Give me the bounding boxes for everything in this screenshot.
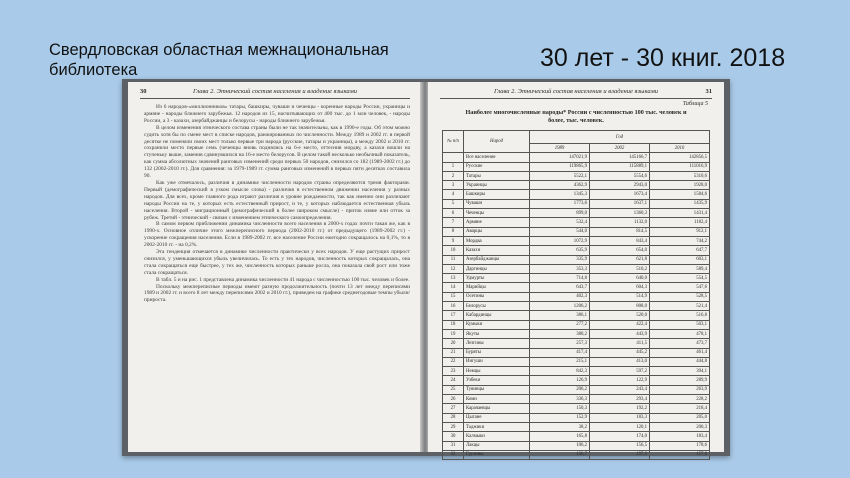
value-2002: 443,9 xyxy=(590,329,650,338)
people-name: Татары xyxy=(464,171,530,180)
value-2002: 422,4 xyxy=(590,320,650,329)
value-2010: 521,4 xyxy=(650,302,710,311)
table-row xyxy=(443,329,710,338)
value-2010: 547,6 xyxy=(650,283,710,292)
value-2002: 5554,6 xyxy=(590,171,650,180)
table-title: Наиболее многочисленные народы* России с численностью 100 тыс. человек и более, тыс. человек. xyxy=(465,109,687,124)
table-row xyxy=(443,162,710,171)
value-2002: 445,2 xyxy=(590,348,650,357)
people-name: Лакцы xyxy=(464,441,530,450)
row-number: 30 xyxy=(443,432,464,441)
value-2002: 597,2 xyxy=(590,367,650,376)
people-name: Даргинцы xyxy=(464,264,530,273)
row-number: 8 xyxy=(443,227,464,236)
value-1989: 643,7 xyxy=(530,283,590,292)
value-2010: 478,1 xyxy=(650,329,710,338)
value-2010: 394,1 xyxy=(650,367,710,376)
table-row xyxy=(443,320,710,329)
row-number: 24 xyxy=(443,376,464,385)
row-number: 5 xyxy=(443,199,464,208)
value-2002: 183,3 xyxy=(590,413,650,422)
value-2010: 1435,9 xyxy=(650,199,710,208)
row-number: 15 xyxy=(443,292,464,301)
people-name: Кумыки xyxy=(464,320,530,329)
value-2010: 528,5 xyxy=(650,292,710,301)
col-2010-header: 2010 xyxy=(650,144,710,153)
table-row xyxy=(443,450,710,459)
paragraph: В табл. 5 и на рис. 1 представлена динамика численности 41 народа с численностью 100 тыс. человек и более. xyxy=(156,276,410,283)
value-2010: 263,9 xyxy=(650,385,710,394)
people-name: Осетины xyxy=(464,292,530,301)
value-2002: 808,0 xyxy=(590,302,650,311)
row-number: 28 xyxy=(443,413,464,422)
value-2010: 200,3 xyxy=(650,422,710,431)
value-2010: 228,2 xyxy=(650,395,710,404)
value-1989: 417,4 xyxy=(530,348,590,357)
left-chapter-title: Глава 2. Этнический состав населения и владение языками xyxy=(193,88,357,95)
people-name: Белорусы xyxy=(464,302,530,311)
row-number: 6 xyxy=(443,209,464,218)
row-number: 12 xyxy=(443,264,464,273)
value-2002: 621,8 xyxy=(590,255,650,264)
value-1989: 353,3 xyxy=(530,264,590,273)
value-2002: 413,0 xyxy=(590,357,650,366)
value-1989: 842,3 xyxy=(530,367,590,376)
people-name: Ингуши xyxy=(464,357,530,366)
row-number: 31 xyxy=(443,441,464,450)
value-2010: 516,8 xyxy=(650,311,710,320)
left-page xyxy=(128,82,422,452)
value-1989: 5522,1 xyxy=(530,171,590,180)
value-2010: 473,7 xyxy=(650,339,710,348)
people-name: Цыгане xyxy=(464,413,530,422)
people-name: Тувинцы xyxy=(464,385,530,394)
table-label: Таблица 5 xyxy=(682,101,708,107)
people-name: Узбеки xyxy=(464,376,530,385)
people-name: Все население xyxy=(464,153,530,162)
people-name: Аварцы xyxy=(464,227,530,236)
table-row xyxy=(443,441,710,450)
table-row xyxy=(443,283,710,292)
value-2010: 912,1 xyxy=(650,227,710,236)
table-row xyxy=(443,311,710,320)
left-running-head xyxy=(140,88,410,99)
value-2010: 157,8 xyxy=(650,450,710,459)
row-number: 21 xyxy=(443,348,464,357)
row-number: 17 xyxy=(443,311,464,320)
row-number: 27 xyxy=(443,404,464,413)
table-row xyxy=(443,264,710,273)
table-row xyxy=(443,339,710,348)
slide-header-right: 30 лет - 30 книг. 2018 xyxy=(540,44,786,72)
row-number: 11 xyxy=(443,255,464,264)
row-number: 4 xyxy=(443,190,464,199)
value-2010: 461,4 xyxy=(650,348,710,357)
value-1989: 152,9 xyxy=(530,413,590,422)
value-2002: 120,1 xyxy=(590,422,650,431)
row-number: 2 xyxy=(443,171,464,180)
value-1989: 165,8 xyxy=(530,432,590,441)
value-2010: 554,5 xyxy=(650,274,710,283)
table-row xyxy=(443,181,710,190)
value-2002: 654,0 xyxy=(590,246,650,255)
table-row xyxy=(443,218,710,227)
value-1989: 402,3 xyxy=(530,292,590,301)
value-2002: 814,5 xyxy=(590,227,650,236)
value-2010: 1584,6 xyxy=(650,190,710,199)
row-number: 19 xyxy=(443,329,464,338)
value-2010: 111016,9 xyxy=(650,162,710,171)
value-2002: 510,2 xyxy=(590,264,650,273)
value-2002: 1132,0 xyxy=(590,218,650,227)
value-2010: 1182,4 xyxy=(650,218,710,227)
row-number: 7 xyxy=(443,218,464,227)
row-number: 14 xyxy=(443,283,464,292)
people-name: Таджики xyxy=(464,422,530,431)
value-1989: 277,2 xyxy=(530,320,590,329)
table-row xyxy=(443,236,710,245)
slide-header-left: Свердловская областная межнациональная библиотека xyxy=(49,41,389,79)
row-number: 20 xyxy=(443,339,464,348)
people-name: Мордва xyxy=(464,236,530,245)
table-row xyxy=(443,199,710,208)
value-2002: 1360,3 xyxy=(590,209,650,218)
left-page-number: 30 xyxy=(140,88,147,95)
people-name: Башкиры xyxy=(464,190,530,199)
value-1989: 714,8 xyxy=(530,274,590,283)
col-num-header: № п/п xyxy=(443,131,464,153)
people-name: Украинцы xyxy=(464,181,530,190)
value-2010: 589,4 xyxy=(650,264,710,273)
people-name: Карачаевцы xyxy=(464,404,530,413)
value-1989: 1206,2 xyxy=(530,302,590,311)
row-number: 1 xyxy=(443,162,464,171)
people-name: Грузины xyxy=(464,450,530,459)
row-number: 10 xyxy=(443,246,464,255)
right-page-number: 31 xyxy=(705,88,712,95)
value-2002: 604,3 xyxy=(590,283,650,292)
value-1989: 106,2 xyxy=(530,441,590,450)
people-name: Чеченцы xyxy=(464,209,530,218)
value-1989: 130,7 xyxy=(530,450,590,459)
people-name: Буряты xyxy=(464,348,530,357)
table-row xyxy=(443,302,710,311)
value-2010: 142856,5 xyxy=(650,153,710,162)
table-row xyxy=(443,348,710,357)
table-row xyxy=(443,190,710,199)
table-row xyxy=(443,376,710,385)
value-1989: 386,1 xyxy=(530,311,590,320)
table-row xyxy=(443,292,710,301)
open-book-photo xyxy=(122,79,730,456)
value-1989: 335,9 xyxy=(530,255,590,264)
value-2002: 197,9 xyxy=(590,450,650,459)
col-year-group-header: Год xyxy=(530,131,710,144)
table-row xyxy=(443,153,710,162)
table-row xyxy=(443,255,710,264)
people-name: Якуты xyxy=(464,329,530,338)
value-2010: 205,0 xyxy=(650,413,710,422)
people-name: Удмурты xyxy=(464,274,530,283)
value-1989: 4362,9 xyxy=(530,181,590,190)
value-2002: 115889,1 xyxy=(590,162,650,171)
people-name: Немцы xyxy=(464,367,530,376)
paragraph: Поскольку межпереписные периоды имеют разную продолжительность (почти 13 лет между переписями 1989 и 2002 гг. и всего 8 лет между переписями 2002 и 2010 гг.), приведем на графике среднегодовые темпы убыли/прироста. xyxy=(144,283,410,304)
row-number: 9 xyxy=(443,236,464,245)
row-number: 32 xyxy=(443,450,464,459)
value-2010: 503,1 xyxy=(650,320,710,329)
value-2010: 744,2 xyxy=(650,236,710,245)
value-1989: 126,9 xyxy=(530,376,590,385)
value-2002: 640,0 xyxy=(590,274,650,283)
right-running-head xyxy=(440,88,712,99)
value-2002: 514,9 xyxy=(590,292,650,301)
col-1989-header: 1989 xyxy=(530,144,590,153)
people-name: Армяне xyxy=(464,218,530,227)
row-number: 29 xyxy=(443,422,464,431)
paragraph: Как уже отмечалось, различия в динамике численности народов страны определяются тремя факторами. Первый (демографический в узком смысле слова) - различия в естественном движении населения у разных народов. Для всех, кроме главного рода играют различия в уровне рождаемости, так как именно они различают народы России на те, у которых есть естественный прирост, и те, у которых наблюдается естественная убыль населения. Второй - миграционный (демографический в более широком смысле) - приток извне или отток за рубеж. Третий - этнический - связан с изменением этнического самоопределения. xyxy=(144,179,410,221)
row-number: 26 xyxy=(443,395,464,404)
right-chapter-title: Глава 2. Этнический состав населения и владение языками xyxy=(494,88,658,95)
people-name: Азербайджанцы xyxy=(464,255,530,264)
col-people-header: Народ xyxy=(464,131,530,153)
value-2002: 520,0 xyxy=(590,311,650,320)
value-2002: 843,4 xyxy=(590,236,650,245)
col-2002-header: 2002 xyxy=(590,144,650,153)
right-page xyxy=(428,82,724,458)
people-name: Коми xyxy=(464,395,530,404)
value-2010: 178,6 xyxy=(650,441,710,450)
value-2010: 603,1 xyxy=(650,255,710,264)
value-2010: 289,9 xyxy=(650,376,710,385)
value-2002: 145166,7 xyxy=(590,153,650,162)
value-1989: 206,2 xyxy=(530,385,590,394)
value-1989: 532,4 xyxy=(530,218,590,227)
value-2002: 2943,0 xyxy=(590,181,650,190)
value-2002: 243,4 xyxy=(590,385,650,394)
row-number xyxy=(443,153,464,162)
value-1989: 150,3 xyxy=(530,404,590,413)
value-2010: 444,8 xyxy=(650,357,710,366)
row-number: 25 xyxy=(443,385,464,394)
paragraph: Из 6 народов-«миллионников» татары, башкиры, чуваши и чеченцы - коренные народы России, украинцы и армяне - народы ближнего зарубежья. 12 народов из 15, насчитывающих от 400 тыс. до 1 млн человек, - народы России, а 3 - казахи, азербайджанцы и белорусы - народы ближнего зарубежья. xyxy=(144,104,410,124)
left-page-text xyxy=(144,104,410,304)
value-2010: 1928,0 xyxy=(650,181,710,190)
row-number: 23 xyxy=(443,367,464,376)
people-name: Кабардинцы xyxy=(464,311,530,320)
value-2010: 183,4 xyxy=(650,432,710,441)
value-1989: 38,2 xyxy=(530,422,590,431)
table-row xyxy=(443,367,710,376)
table-row xyxy=(443,395,710,404)
paragraph: В самом первом приближении динамика численности всего населения в 2000-х годах почти такая же, как в 1990-х. Основное отличие этого межпереписного периода (2002-2010 гг.) от предыдущего (1989-2002 гг.) - ускорение сокращения населения. Если в 1989-2002 гг. все население России ежегодно сокращалось на 0,1%, то в 2002-2010 гг. - на 0,2%. xyxy=(144,221,410,249)
paragraph: В целом изменения этнического состава страны были не так значительны, как в 1990-е годы. Об этом можно судить хотя бы по смене мест в списке народов, ранжированных по численности. Между 1989 и 2002 гг. в первой десятке не поменяли своих мест только первые три народа (русские, татары и украинцы), а между 2002 и 2010 гг. сохранили место первые семь (чеченцы вновь поднялись на 6-е место, оттеснив мордву, а казахи вошли на ступеньку выше, заменив сдвинувшихся на 16-е место белорусов. В целом такой несколько необычный показатель, как сумма абсолютных значений ранговых изменений среди первых 50 народов, снизился со 182 (1989-2002 гг.) до 132 (2002-2010 гг.). Для сравнения: за 1979-1989 гг. сумма ранговых изменений в первых пяти десятках составила 90. xyxy=(144,124,410,180)
table-row xyxy=(443,413,710,422)
value-2002: 293,4 xyxy=(590,395,650,404)
people-name: Казахи xyxy=(464,246,530,255)
value-2010: 5310,6 xyxy=(650,171,710,180)
value-2010: 647,7 xyxy=(650,246,710,255)
value-1989: 147021,9 xyxy=(530,153,590,162)
people-name: Марийцы xyxy=(464,283,530,292)
value-1989: 257,3 xyxy=(530,339,590,348)
population-table xyxy=(442,130,710,460)
value-1989: 899,0 xyxy=(530,209,590,218)
value-2010: 218,4 xyxy=(650,404,710,413)
row-number: 22 xyxy=(443,357,464,366)
value-1989: 544,0 xyxy=(530,227,590,236)
table-row xyxy=(443,432,710,441)
value-1989: 635,9 xyxy=(530,246,590,255)
table-row xyxy=(443,422,710,431)
table-row xyxy=(443,227,710,236)
table-row xyxy=(443,385,710,394)
value-1989: 1345,3 xyxy=(530,190,590,199)
people-name: Чуваши xyxy=(464,199,530,208)
value-1989: 336,3 xyxy=(530,395,590,404)
table-row xyxy=(443,246,710,255)
table-row xyxy=(443,404,710,413)
value-2002: 1637,1 xyxy=(590,199,650,208)
value-1989: 380,2 xyxy=(530,329,590,338)
value-1989: 119865,9 xyxy=(530,162,590,171)
row-number: 13 xyxy=(443,274,464,283)
value-1989: 1072,9 xyxy=(530,236,590,245)
table-row xyxy=(443,171,710,180)
people-name: Русские xyxy=(464,162,530,171)
paragraph: Эта тенденция отмечается в динамике численности практически у всех народов. У еще растущих прирост снизился, у уменьшающихся убыль увеличилась. То есть у тех народов, численность которых сокращалась, она стала сокращаться еще быстрее, у тех же, численность которых раньше росла, она показала свой рост или тоже стала сокращаться. xyxy=(144,249,410,276)
people-name: Калмыки xyxy=(464,432,530,441)
value-2002: 192,2 xyxy=(590,404,650,413)
people-name: Лезгины xyxy=(464,339,530,348)
value-1989: 215,1 xyxy=(530,357,590,366)
table-row xyxy=(443,357,710,366)
value-2002: 122,9 xyxy=(590,376,650,385)
row-number: 18 xyxy=(443,320,464,329)
value-2002: 1673,4 xyxy=(590,190,650,199)
value-2002: 174,0 xyxy=(590,432,650,441)
row-number: 16 xyxy=(443,302,464,311)
value-2010: 1431,4 xyxy=(650,209,710,218)
table-row xyxy=(443,209,710,218)
value-2002: 156,5 xyxy=(590,441,650,450)
row-number: 3 xyxy=(443,181,464,190)
value-2002: 411,5 xyxy=(590,339,650,348)
value-1989: 1773,6 xyxy=(530,199,590,208)
table-row xyxy=(443,274,710,283)
